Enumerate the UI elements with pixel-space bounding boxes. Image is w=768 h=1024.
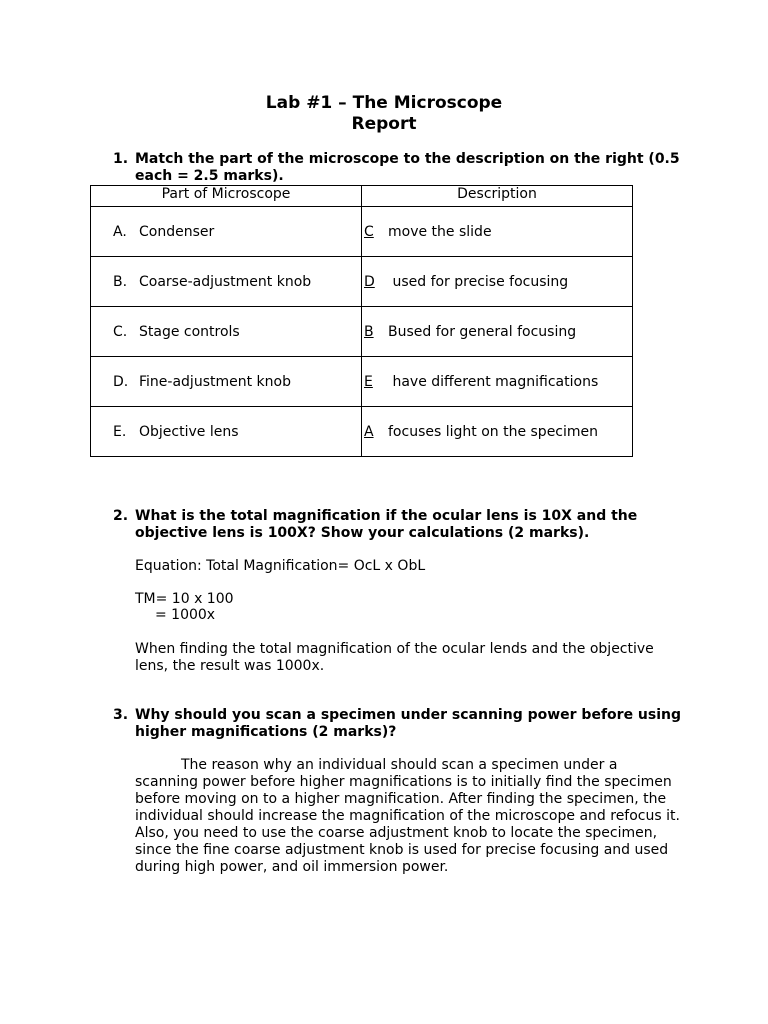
description-cell [362, 407, 633, 457]
answer-letter: D [364, 273, 375, 290]
table-row [91, 207, 633, 257]
question-1 [113, 151, 693, 185]
part-name: Condenser [139, 223, 215, 240]
part-cell [91, 257, 362, 307]
part-name: Stage controls [139, 323, 240, 340]
matching-table [90, 185, 633, 457]
document-title [0, 93, 768, 135]
question-2-answer: When finding the total magnification of the ocular lends and the objective lens, the result was 1000x. [135, 641, 654, 674]
question-2-text: What is the total magnification if the ocular lens is 10X and the objective lens is 100X? Show your calculations (2 marks). [135, 508, 638, 541]
part-cell [91, 357, 362, 407]
part-cell [91, 207, 362, 257]
question-1-number: 1. [113, 151, 129, 167]
description-text: used for precise focusing [388, 273, 569, 290]
calculation-line-1: TM= 10 x 100 [135, 591, 234, 607]
description-text: Bused for general focusing [388, 323, 577, 340]
description-text: have different magnifications [388, 373, 599, 390]
table-row [91, 407, 633, 457]
description-cell [362, 257, 633, 307]
answer-letter: E [364, 373, 373, 390]
question-3-text: Why should you scan a specimen under scanning power before using higher magnifications (2 marks)? [135, 707, 682, 740]
part-name: Coarse-adjustment knob [139, 273, 312, 290]
description-text: move the slide [388, 223, 492, 240]
part-letter: C. [113, 323, 128, 340]
question-1-text: Match the part of the microscope to the description on the right (0.5 each = 2.5 marks). [135, 151, 680, 184]
header-description: Description [362, 186, 633, 207]
part-cell [91, 407, 362, 457]
table-row [91, 257, 633, 307]
question-3-answer: The reason why an individual should scan a specimen under a scanning power before higher magnifications is to initially find the specimen before moving on to a higher magnification. After finding the specimen, the individual should increase the magnification of the microscope and refocus it. Also, you need to use the coarse adjustment knob to locate the specimen, since the fine coarse adjustment knob is used for precise focusing and used during high power, and oil immersion power. [135, 757, 680, 875]
part-letter: B. [113, 273, 128, 290]
question-2 [113, 508, 693, 542]
equation-line: Equation: Total Magnification= OcL x ObL [135, 558, 426, 574]
table-row [91, 307, 633, 357]
answer-letter: A [364, 423, 374, 440]
part-cell [91, 307, 362, 357]
table-row [91, 357, 633, 407]
description-cell [362, 357, 633, 407]
title-line-1: Lab #1 – The Microscope [265, 93, 503, 113]
header-part: Part of Microscope [91, 186, 362, 207]
answer-letter: B [364, 323, 374, 340]
question-2-number: 2. [113, 508, 129, 524]
question-3-number: 3. [113, 707, 129, 723]
description-text: focuses light on the specimen [388, 423, 599, 440]
part-letter: A. [113, 223, 127, 240]
title-line-2: Report [351, 114, 417, 134]
description-cell [362, 207, 633, 257]
part-name: Objective lens [139, 423, 239, 440]
answer-letter: C [364, 223, 374, 240]
part-letter: D. [113, 373, 129, 390]
table-header-row [91, 186, 633, 207]
part-letter: E. [113, 423, 127, 440]
calculation-line-2: = 1000x [155, 607, 216, 623]
question-3 [113, 707, 693, 741]
description-cell [362, 307, 633, 357]
part-name: Fine-adjustment knob [139, 373, 291, 390]
